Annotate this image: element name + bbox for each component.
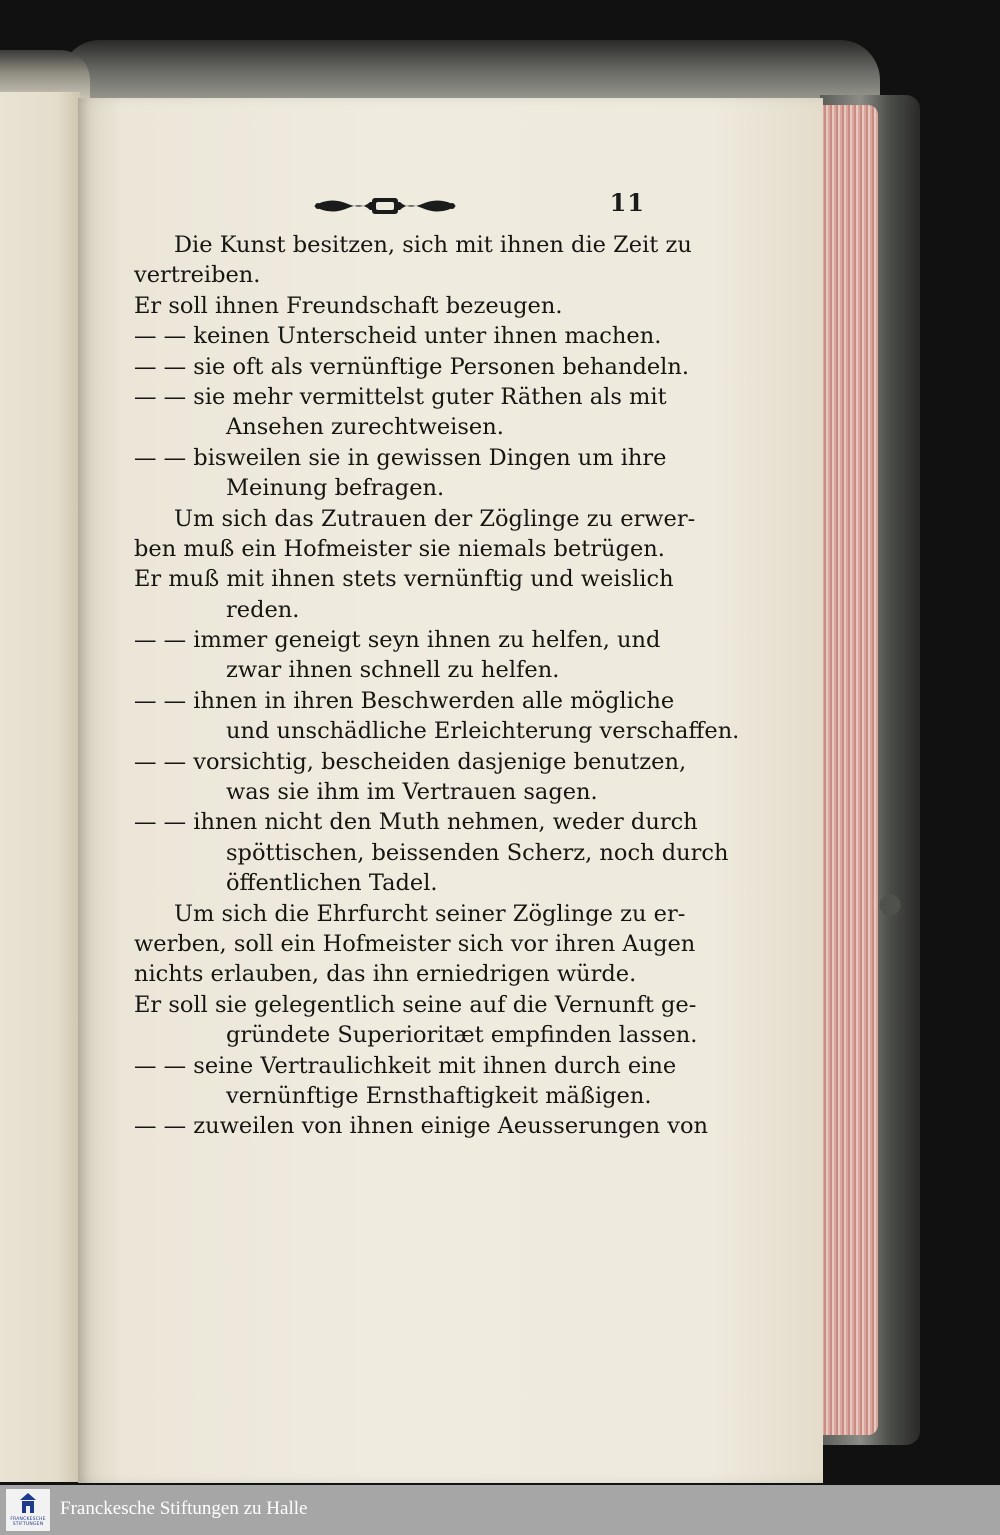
text-line: — — sie oft als vernünftige Personen behandeln.	[134, 353, 689, 380]
text-line: Meinung befragen.	[226, 475, 445, 502]
text-line: — — ihnen nicht den Muth nehmen, weder durch	[134, 809, 698, 836]
text-line: vernünftige Ernsthaftigkeit mäßigen.	[226, 1082, 652, 1109]
text-line: Ansehen zurechtweisen.	[226, 414, 504, 441]
text-line: Die Kunst besitzen, sich mit ihnen die Zeit zu	[174, 232, 692, 258]
text-line: gründete Superioritæt empfinden lassen.	[226, 1022, 698, 1049]
text-line: ben muß ein Hofmeister sie niemals betrügen.	[134, 535, 665, 562]
text-line: Er soll ihnen Freundschaft bezeugen.	[134, 292, 563, 319]
text-line: — — keinen Unterscheid unter ihnen machen.	[134, 323, 662, 350]
footer-label: Franckesche Stiftungen zu Halle	[60, 1498, 308, 1519]
text-line: Er muß mit ihnen stets vernünftig und weislich	[134, 566, 674, 593]
page-header	[78, 188, 823, 224]
text-line: Er soll sie gelegentlich seine auf die Vernunft ge-	[134, 991, 697, 1018]
text-line: Um sich die Ehrfurcht seiner Zöglinge zu er-	[174, 900, 686, 927]
text-line: reden.	[226, 596, 300, 623]
page-text	[134, 230, 740, 1142]
text-line: — — immer geneigt seyn ihnen zu helfen, und	[134, 627, 661, 654]
text-line: öffentlichen Tadel.	[226, 870, 438, 897]
text-line: Um sich das Zutrauen der Zöglinge zu erwer-	[174, 505, 696, 532]
logo-text: FRANCKESCHE STIFTUNGEN	[10, 1517, 46, 1527]
ornament-icon	[310, 194, 460, 218]
text-line: was sie ihm im Vertrauen sagen.	[226, 779, 598, 806]
text-line: zwar ihnen schnell zu helfen.	[226, 657, 560, 684]
text-line: — — vorsichtig, bescheiden dasjenige benutzen,	[134, 748, 687, 775]
text-line: spöttischen, beissenden Scherz, noch durch	[226, 839, 729, 866]
text-line: — — sie mehr vermittelst guter Räthen als mit	[134, 383, 667, 410]
text-line: und unschädliche Erleichterung verschaffen.	[226, 718, 740, 745]
franckesche-logo	[6, 1489, 50, 1531]
text-line: — — zuweilen von ihnen einige Aeusserungen von	[134, 1113, 708, 1140]
text-line: nichts erlauben, das ihn erniedrigen würde.	[134, 961, 637, 988]
text-line: — — seine Vertraulichkeit mit ihnen durch eine	[134, 1052, 677, 1079]
right-page	[78, 98, 823, 1483]
page-edges	[818, 105, 878, 1435]
footer-bar	[0, 1485, 1000, 1535]
text-line: vertreiben.	[134, 262, 261, 289]
text-line: — — bisweilen sie in gewissen Dingen um ihre	[134, 444, 667, 471]
building-icon	[20, 1493, 36, 1515]
text-line: — — ihnen in ihren Beschwerden alle mögliche	[134, 687, 675, 714]
page-number: 11	[609, 188, 645, 217]
left-page	[0, 92, 80, 1482]
text-line: werben, soll ein Hofmeister sich vor ihren Augen	[134, 930, 696, 957]
